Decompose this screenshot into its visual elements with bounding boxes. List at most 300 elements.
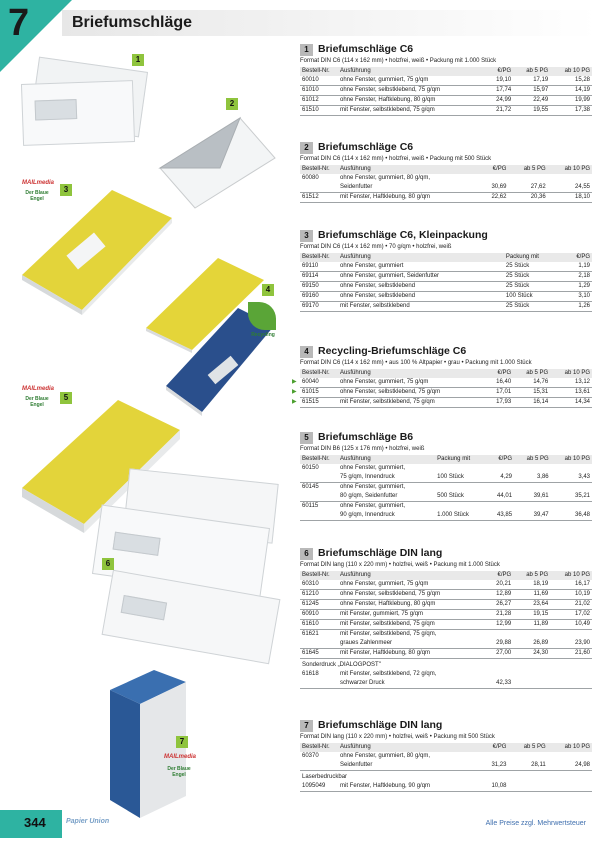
price: 3,10 (564, 292, 592, 302)
table-row (300, 679, 592, 689)
order-number: 69150 (300, 282, 338, 292)
section-title: Recycling-Briefumschläge C6 (318, 345, 467, 357)
col-5: ab 5 PG (513, 571, 550, 580)
col-10: ab 10 PG (548, 743, 592, 752)
description: Seidenfutter (338, 183, 480, 193)
table-row (300, 630, 592, 640)
envelope-c6-window-image (21, 80, 135, 146)
price-10: 10,19 (550, 590, 592, 600)
price-10 (550, 630, 592, 640)
description: ohne Fenster, gummiert, (340, 465, 406, 471)
price-5: 16,14 (513, 398, 550, 408)
arrow-right-icon: ▶ (292, 389, 297, 395)
section-2 (300, 142, 592, 203)
blue-angel-text-3: Der Blaue Engel (167, 766, 191, 778)
price-10: 10,49 (550, 620, 592, 630)
table-row (300, 610, 592, 620)
price-10: 17,02 (550, 610, 592, 620)
price-5: 22,49 (513, 96, 550, 106)
table-row (300, 86, 592, 96)
price-table (300, 571, 592, 689)
table-row (300, 174, 592, 183)
col-5: ab 5 PG (513, 369, 550, 378)
price-10: 36,48 (551, 511, 592, 521)
description: mit Fenster, Haftklebung, 80 g/qm (338, 193, 480, 203)
section-subtitle: Format DIN C6 (114 x 162 mm) • holzfrei, weiß • Packung mit 500 Stück (300, 156, 492, 162)
price (486, 670, 513, 679)
order-number (300, 511, 338, 521)
table-row (300, 483, 592, 493)
section-subtitle: Format DIN lang (110 x 220 mm) • holzfrei, weiß • Packung mit 500 Stück (300, 734, 495, 740)
product-images (0, 40, 298, 800)
section-4 (292, 345, 592, 408)
table-row (300, 282, 592, 292)
col-price: €/PG (486, 571, 513, 580)
price: 30,69 (480, 183, 509, 193)
order-number (300, 473, 338, 483)
price: 17,01 (486, 388, 513, 398)
price (487, 464, 514, 473)
order-number: 60115 (302, 503, 319, 509)
col-order: Bestell-Nr. (300, 67, 338, 76)
section-subtitle: Format DIN B6 (125 x 176 mm) • holzfrei, weiß (300, 446, 425, 452)
description: ohne Fenster, Haftklebung, 80 g/qm (338, 96, 486, 106)
pack-size: 25 Stück (504, 302, 564, 312)
pack-size: 500 Stück (435, 492, 487, 502)
description: mit Fenster, selbstklebend (338, 302, 504, 312)
section-1 (300, 44, 592, 116)
price: 24,99 (486, 96, 513, 106)
table-header (300, 253, 592, 262)
col-desc: Ausführung (338, 67, 486, 76)
price-10: 21,02 (550, 600, 592, 610)
description: 75 g/qm, Innendruck (338, 473, 435, 483)
price: 4,29 (487, 473, 514, 483)
price-5: 17,19 (513, 76, 550, 86)
image-badge-2: 2 (226, 98, 238, 110)
description: ohne Fenster, gummiert, Seidenfutter (338, 272, 504, 282)
order-number (300, 183, 338, 193)
col-price: €/PG (480, 743, 509, 752)
table-row (300, 378, 592, 388)
image-badge-7: 7 (176, 736, 188, 748)
price-10: 18,10 (548, 193, 592, 203)
order-number: 61210 (300, 590, 338, 600)
price-10 (551, 483, 592, 493)
pack-size (435, 502, 487, 512)
price (487, 502, 514, 512)
price-5: 19,15 (513, 610, 550, 620)
order-number: 60150 (302, 465, 319, 471)
page-title: Briefumschläge (72, 14, 193, 31)
image-badge-5: 5 (60, 392, 72, 404)
pack-size: 25 Stück (504, 272, 564, 282)
pack-size: 100 Stück (435, 473, 487, 483)
image-badge-4: 4 (262, 284, 274, 296)
price: 19,10 (486, 76, 513, 86)
section-number: 7 (300, 720, 313, 732)
price: 29,88 (486, 639, 513, 649)
price (486, 630, 513, 640)
price: 17,93 (486, 398, 513, 408)
price: 42,33 (486, 679, 513, 689)
price: 12,89 (486, 590, 513, 600)
col-order: Bestell-Nr. (300, 253, 338, 262)
col-order: Bestell-Nr. (300, 165, 338, 174)
price-10: 35,21 (551, 492, 592, 502)
section-5 (300, 432, 592, 521)
description: ohne Fenster, selbstklebend (338, 292, 504, 302)
table-row (300, 464, 592, 473)
col-price: €/PG (486, 67, 513, 76)
order-number: 69160 (300, 292, 338, 302)
price-table (300, 743, 592, 792)
section-7 (300, 720, 592, 792)
table-row (300, 600, 592, 610)
price-10: 24,98 (548, 761, 592, 771)
col-10: ab 10 PG (550, 571, 592, 580)
price-5: 3,86 (514, 473, 551, 483)
section-number: 2 (300, 142, 313, 154)
price-5: 15,31 (513, 388, 550, 398)
price-5: 28,11 (508, 761, 547, 771)
blue-angel-text-2: Der Blaue Engel (25, 396, 49, 408)
table-header (300, 571, 592, 580)
order-number: 60910 (300, 610, 338, 620)
price-10: 3,43 (551, 473, 592, 483)
price-5 (508, 782, 547, 792)
section-subtitle: Format DIN C6 (114 x 162 mm) • holzfrei, weiß • Packung mit 1.000 Stück (300, 58, 497, 64)
description: mit Fenster, gummiert, 75 g/qm (338, 610, 486, 620)
price-10: 14,19 (550, 86, 592, 96)
section-number: 1 (300, 44, 313, 56)
section-title: Briefumschläge C6, Kleinpackung (318, 229, 488, 241)
description: ohne Fenster, selbstklebend (338, 282, 504, 292)
section-subtitle: Format DIN C6 (114 x 162 mm) • 70 g/qm • holzfrei, weiß (300, 244, 452, 250)
col-5: ab 5 PG (508, 743, 547, 752)
pack-size: 25 Stück (504, 282, 564, 292)
price-table (300, 253, 592, 312)
description: 90 g/qm, Innendruck (338, 511, 435, 521)
order-number: 69170 (300, 302, 338, 312)
price-5: 24,30 (513, 649, 550, 659)
table-row (300, 302, 592, 312)
section-title: Briefumschläge DIN lang (318, 719, 443, 731)
price-table (300, 67, 592, 116)
table-row (300, 398, 592, 408)
table-row (300, 670, 592, 679)
description: ohne Fenster, gummiert, 75 g/qm (338, 580, 486, 590)
table-row (300, 96, 592, 106)
table-row (300, 639, 592, 649)
table-header (300, 743, 592, 752)
maildmedia-logo-3: MAILmedia (164, 754, 197, 760)
order-number: 61245 (300, 600, 338, 610)
order-number: 61012 (300, 96, 338, 106)
order-number-text: 60040 (302, 379, 319, 385)
description: mit Fenster, selbstklebend, 72 g/qm, (340, 671, 437, 677)
description: ohne Fenster, selbstklebend, 75 g/qm (338, 86, 486, 96)
description: ohne Fenster, gummiert, 80 g/qm, (340, 753, 431, 759)
section-header (300, 142, 592, 154)
order-number-text: 61015 (302, 389, 319, 395)
price-10 (551, 502, 592, 512)
order-number (292, 388, 338, 398)
price-5 (514, 483, 551, 493)
section-title: Briefumschläge B6 (318, 431, 414, 443)
table-row (300, 183, 592, 193)
table-row (300, 761, 592, 771)
section-6 (300, 548, 592, 689)
order-number: 61645 (300, 649, 338, 659)
col-order: Bestell-Nr. (300, 455, 338, 464)
pack-size: 1.000 Stück (435, 511, 487, 521)
price-5: 11,69 (513, 590, 550, 600)
description: mit Fenster, selbstklebend, 75 g/qm (338, 106, 486, 116)
section-header (300, 346, 592, 358)
section-subtitle: Format DIN C6 (114 x 162 mm) • aus 100 % Altpapier • grau • Packung mit 1.000 Stück (300, 360, 532, 366)
price-10: 17,38 (550, 106, 592, 116)
order-number (292, 398, 338, 408)
col-desc: Ausführung (338, 571, 486, 580)
table-row (300, 106, 592, 116)
col-10: ab 10 PG (550, 67, 592, 76)
price-10 (550, 679, 592, 689)
pack-size (435, 464, 487, 473)
order-number: 69110 (300, 262, 338, 272)
description: graues Zahlenmeer (338, 639, 486, 649)
pack-size: 25 Stück (504, 262, 564, 272)
order-number: 69114 (300, 272, 338, 282)
order-number-text: 61515 (302, 399, 319, 405)
price: 1,29 (564, 282, 592, 292)
section-subtitle: Format DIN lang (110 x 220 mm) • holzfrei, weiß • Packung mit 1.000 Stück (300, 562, 500, 568)
order-number: 61610 (300, 620, 338, 630)
price (480, 174, 509, 183)
table-subheader (300, 771, 592, 783)
section-title: Briefumschläge C6 (318, 43, 414, 55)
section-header (300, 432, 592, 444)
recycling-label: Recycling (251, 332, 275, 338)
description: ohne Fenster, selbstklebend, 75 g/qm (338, 590, 486, 600)
col-price: €/PG (486, 369, 513, 378)
section-number: 6 (300, 548, 313, 560)
order-number: 61510 (300, 106, 338, 116)
table-row (300, 502, 592, 512)
col-5: ab 5 PG (513, 67, 550, 76)
price: 31,23 (480, 761, 509, 771)
description: mit Fenster, selbstklebend, 75 g/qm (338, 620, 486, 630)
price-5 (508, 174, 547, 183)
order-number: 61621 (302, 631, 319, 637)
price: 21,28 (486, 610, 513, 620)
price: 44,01 (487, 492, 514, 502)
table-header (300, 165, 592, 174)
description: ohne Fenster, gummiert, 75 g/qm (338, 378, 486, 388)
table-row (300, 620, 592, 630)
description: ohne Fenster, gummiert, 80 g/qm, (340, 175, 431, 181)
price-10: 13,12 (550, 378, 592, 388)
table-row (300, 272, 592, 282)
description: Seidenfutter (338, 761, 480, 771)
envelope-window-2 (113, 532, 161, 556)
price-5: 26,89 (513, 639, 550, 649)
price (487, 483, 514, 493)
col-order: Bestell-Nr. (300, 743, 338, 752)
table-row (300, 193, 592, 203)
col-5: ab 5 PG (514, 455, 551, 464)
price-5: 15,97 (513, 86, 550, 96)
col-10: ab 10 PG (551, 455, 592, 464)
price-10: 13,61 (550, 388, 592, 398)
description: ohne Fenster, Haftklebung, 80 g/qm (338, 600, 486, 610)
col-10: ab 10 PG (548, 165, 592, 174)
envelope-window (35, 99, 78, 120)
col-desc: Ausführung (338, 455, 435, 464)
price-5: 39,61 (514, 492, 551, 502)
price-5: 19,55 (513, 106, 550, 116)
price-5 (514, 464, 551, 473)
description: 80 g/qm, Seidenfutter (338, 492, 435, 502)
price: 16,40 (486, 378, 513, 388)
price: 1,19 (564, 262, 592, 272)
order-number: 60010 (300, 76, 338, 86)
image-badge-6: 6 (102, 558, 114, 570)
price-5: 27,62 (508, 183, 547, 193)
price-5: 14,76 (513, 378, 550, 388)
price: 1,26 (564, 302, 592, 312)
order-number: 60370 (302, 753, 319, 759)
price-10: 14,34 (550, 398, 592, 408)
pack-size (435, 483, 487, 493)
col-pack: Packung mit (504, 253, 564, 262)
price-5 (514, 502, 551, 512)
description: mit Fenster, selbstklebend, 75 g/qm (338, 398, 486, 408)
price-5 (513, 630, 550, 640)
table-row (300, 511, 592, 521)
price-5 (513, 679, 550, 689)
table-row (300, 649, 592, 659)
page-number: 344 (24, 815, 46, 830)
price: 26,27 (486, 600, 513, 610)
price-table (300, 455, 592, 521)
col-desc: Ausführung (338, 253, 504, 262)
price: 17,74 (486, 86, 513, 96)
price-10 (551, 464, 592, 473)
order-number: 61010 (300, 86, 338, 96)
price-10 (550, 670, 592, 679)
table-row (300, 492, 592, 502)
section-header (300, 230, 592, 242)
table-row (300, 262, 592, 272)
table-row (300, 292, 592, 302)
col-price: €/PG (487, 455, 514, 464)
laser-printable-label: Laserbedruckbar (302, 774, 348, 780)
footer-note: Alle Preise zzgl. Mehrwertsteuer (485, 820, 586, 827)
footer-brand-logo: Papier Union (66, 818, 110, 825)
price: 20,21 (486, 580, 513, 590)
description: mit Fenster, Haftklebung, 80 g/qm (338, 649, 486, 659)
order-number (300, 761, 338, 771)
order-number (292, 378, 338, 388)
description: ohne Fenster, gummiert, (340, 484, 406, 490)
order-number: 61618 (302, 671, 319, 677)
table-row (300, 76, 592, 86)
col-pack: Packung mit (435, 455, 487, 464)
table-row (300, 752, 592, 761)
image-badge-3: 3 (60, 184, 72, 196)
description: ohne Fenster, gummiert, (340, 503, 406, 509)
table-header (300, 369, 592, 378)
table-row (300, 782, 592, 792)
section-number: 3 (300, 230, 313, 242)
description: ohne Fenster, gummiert, 75 g/qm (338, 76, 486, 86)
price-10: 21,60 (550, 649, 592, 659)
price-5: 39,47 (514, 511, 551, 521)
section-title: Briefumschläge DIN lang (318, 547, 443, 559)
price-5: 23,64 (513, 600, 550, 610)
price: 22,62 (480, 193, 509, 203)
section-header (300, 44, 592, 56)
col-price: €/PG (480, 165, 509, 174)
col-order: Bestell-Nr. (300, 369, 338, 378)
price-10 (548, 782, 592, 792)
price: 27,00 (486, 649, 513, 659)
image-badge-1: 1 (132, 54, 144, 66)
maildmedia-logo: MAILmedia (22, 180, 55, 186)
arrow-right-icon: ▶ (292, 399, 297, 405)
section-header (300, 720, 592, 732)
price: 12,99 (486, 620, 513, 630)
description: ohne Fenster, selbstklebend, 75 g/qm (338, 388, 486, 398)
section-title: Briefumschläge C6 (318, 141, 414, 153)
price-5: 11,89 (513, 620, 550, 630)
order-number: 1095049 (300, 782, 338, 792)
order-number: 60310 (300, 580, 338, 590)
section-header (300, 548, 592, 560)
description: mit Fenster, Haftklebung, 90 g/qm (338, 782, 480, 792)
description: ohne Fenster, gummiert (338, 262, 504, 272)
envelope-window-3 (121, 595, 167, 620)
price-10: 19,99 (550, 96, 592, 106)
arrow-right-icon: ▶ (292, 379, 297, 385)
description: schwarzer Druck (338, 679, 486, 689)
section-3 (300, 230, 592, 312)
price-10: 24,55 (548, 183, 592, 193)
price-10 (548, 174, 592, 183)
price: 10,08 (480, 782, 509, 792)
price-10: 23,90 (550, 639, 592, 649)
price-table (292, 369, 592, 408)
blue-angel-logo-3 (164, 766, 194, 778)
col-order: Bestell-Nr. (300, 571, 338, 580)
price: 21,72 (486, 106, 513, 116)
order-number: 60145 (302, 484, 319, 490)
price-table (300, 165, 592, 203)
table-header (300, 455, 592, 464)
order-number: 60080 (302, 175, 319, 181)
table-row (300, 590, 592, 600)
blue-angel-text: Der Blaue Engel (25, 190, 49, 202)
price-5: 20,36 (508, 193, 547, 203)
order-number (300, 492, 338, 502)
chapter-number: 7 (8, 2, 30, 44)
order-number: 61512 (300, 193, 338, 203)
price-10 (548, 752, 592, 761)
price (480, 752, 509, 761)
maildmedia-logo-2: MAILmedia (22, 386, 55, 392)
col-desc: Ausführung (338, 743, 480, 752)
